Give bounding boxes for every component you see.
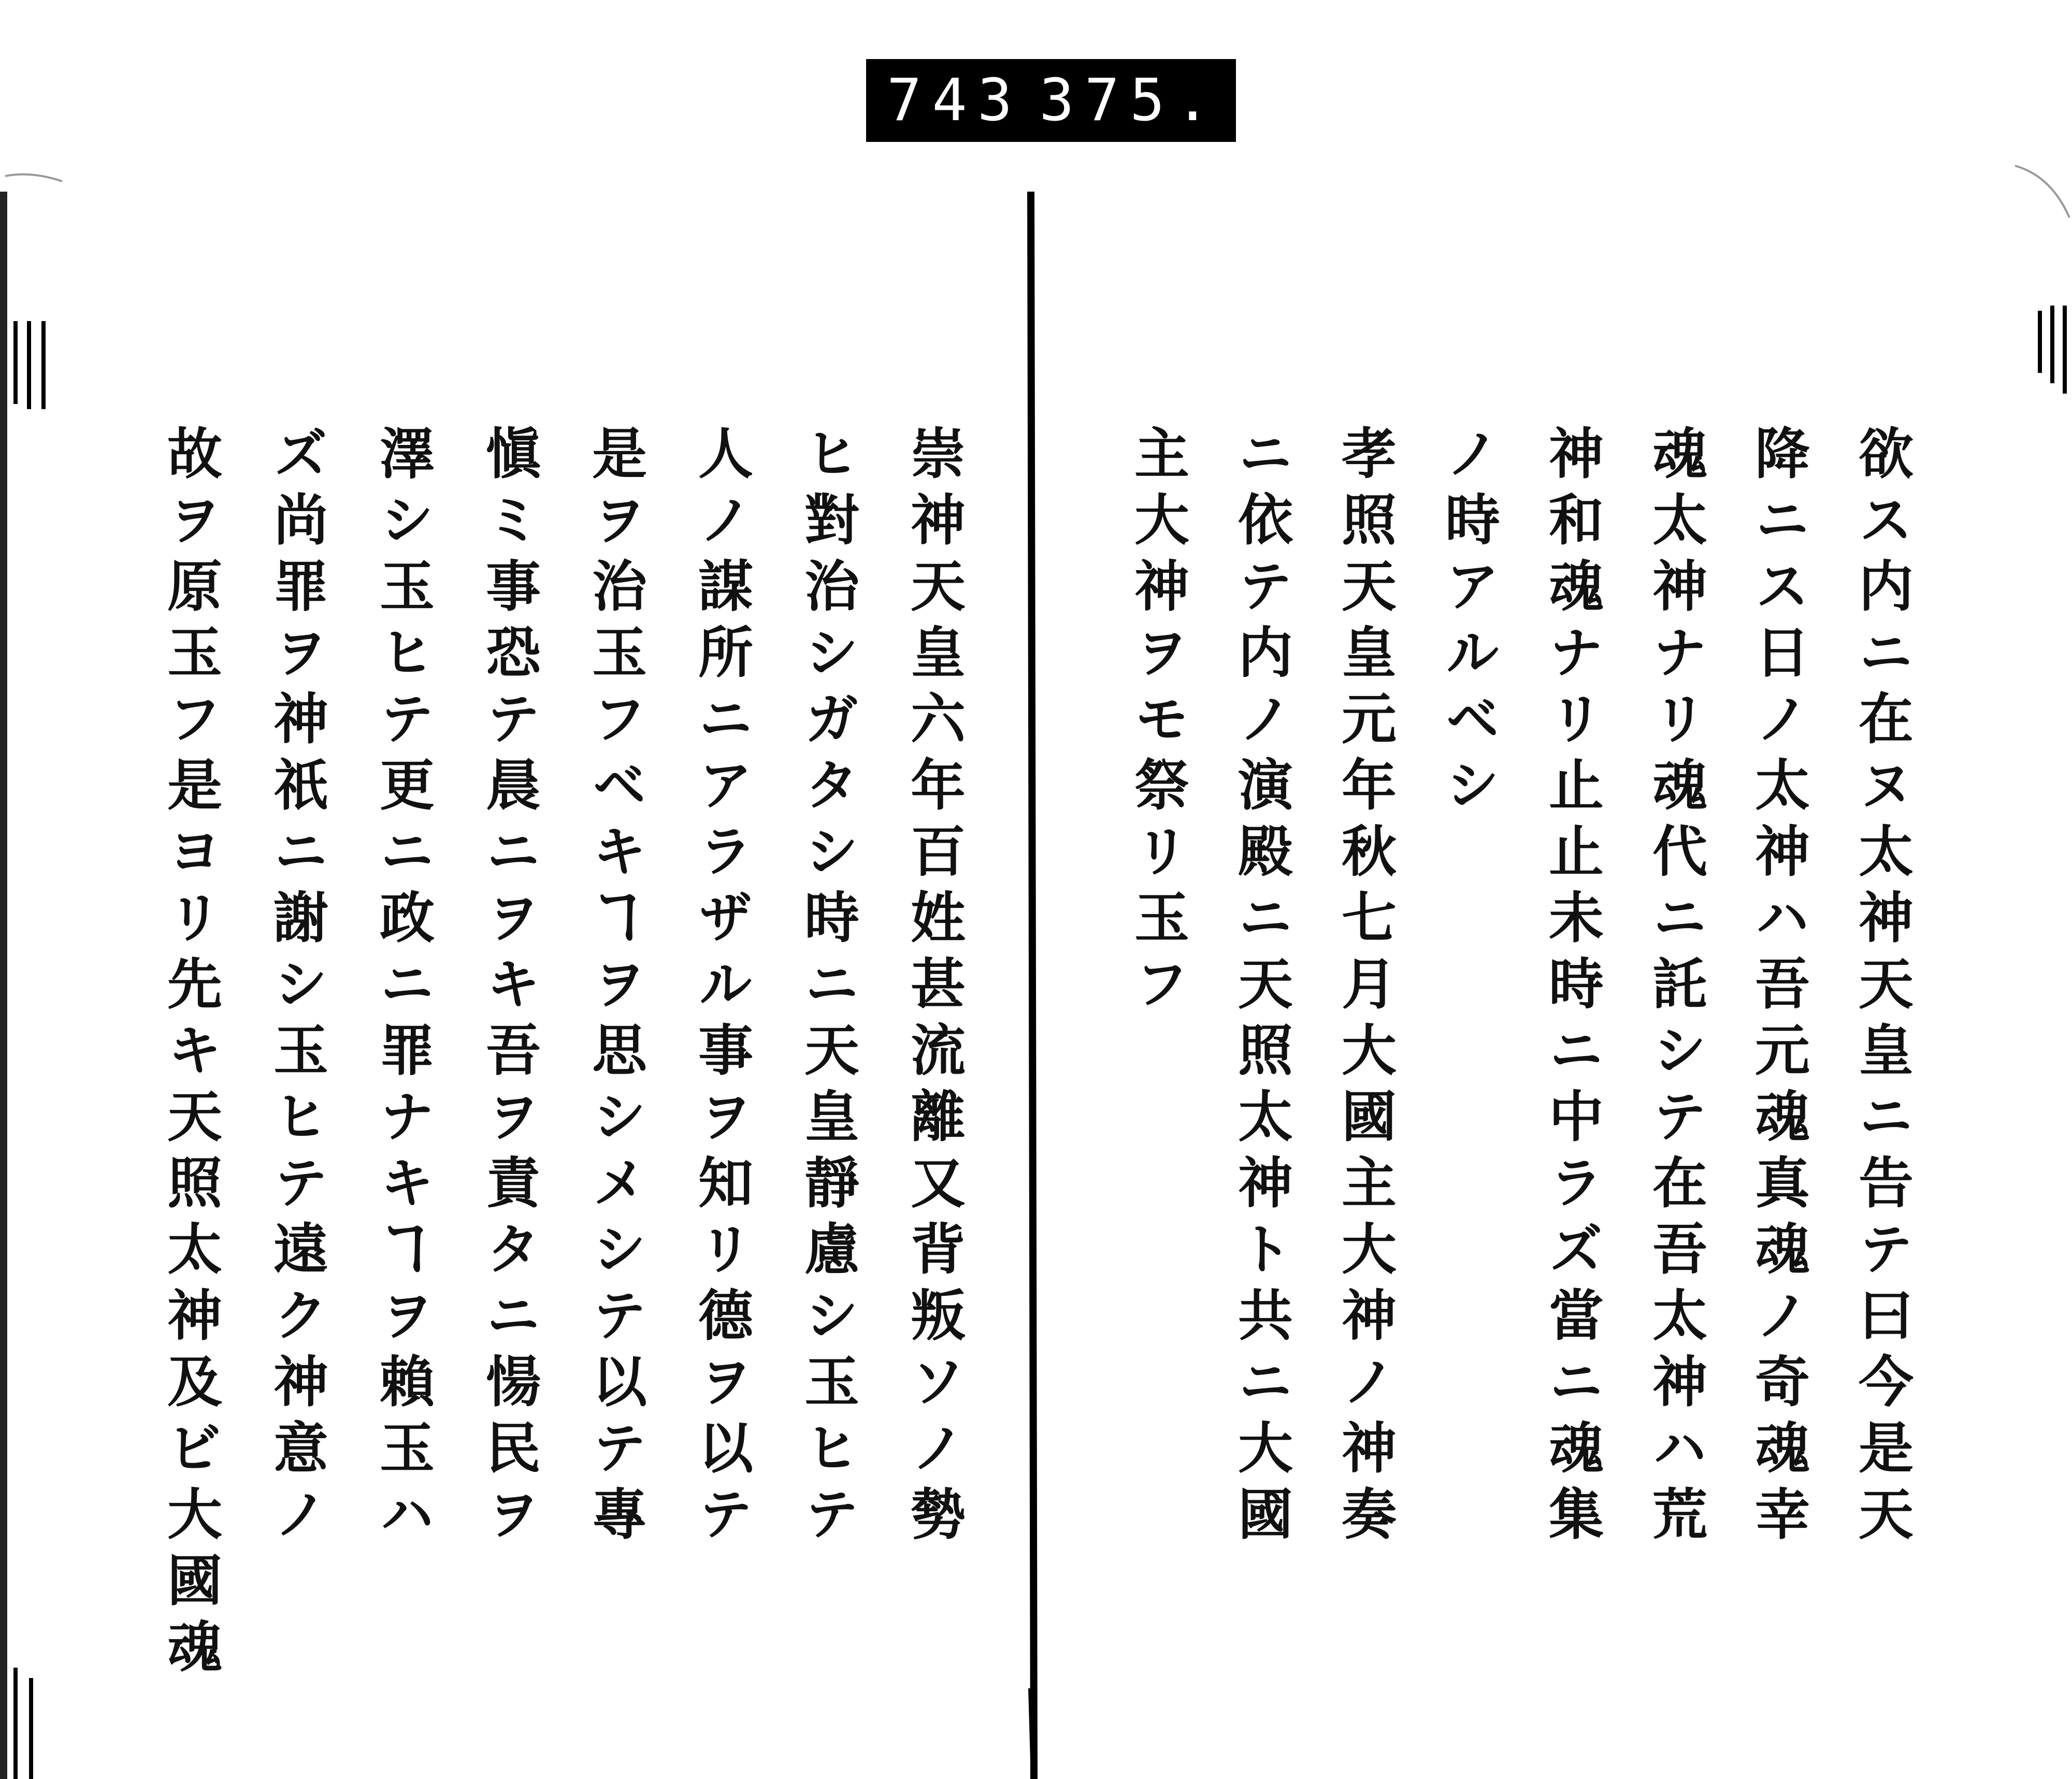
text-column: 主大神ヲモ祭リ玉フ bbox=[1126, 425, 1190, 1021]
text-column: 降ニス日ノ太神ハ吾元魂真魂ノ奇魂幸 bbox=[1746, 425, 1811, 1552]
folio-left-number: 743 bbox=[887, 67, 1023, 134]
folio-right-number: 375. bbox=[1039, 67, 1220, 134]
text-column: ニ依テ内ノ演殿ニ天照太神ト共ニ大國 bbox=[1229, 425, 1294, 1552]
text-column: 孝照天皇元年秋七月大國主大神ノ神奏 bbox=[1333, 425, 1398, 1552]
right-page bbox=[1103, 425, 1927, 1678]
right-edge-marks bbox=[2040, 306, 2065, 394]
text-column: 是ヲ治玉フベキヿヲ思シメシテ以テ專 bbox=[583, 425, 648, 1552]
left-page bbox=[150, 425, 1000, 1684]
text-column: ノ時アルベシ bbox=[1436, 425, 1501, 822]
text-column: 故ヲ原玉フ是ヨリ先キ天照太神及ビ大國魂 bbox=[159, 425, 223, 1684]
left-edge-marks bbox=[16, 321, 44, 1779]
right-page-edge-curve bbox=[2015, 166, 2069, 218]
left-edge-bar bbox=[0, 192, 7, 1779]
text-column: 崇神天皇六年百姓甚流離又背叛ソノ勢 bbox=[902, 425, 967, 1552]
text-column: 人ノ謀所ニアラザル事ヲ知リ德ヲ以テ bbox=[689, 425, 754, 1552]
binding-gutter-line bbox=[1031, 192, 1034, 1779]
text-column: ヒ對治シガタシ時ニ天皇靜慮シ玉ヒテ bbox=[796, 425, 860, 1552]
text-column: ズ尚罪ヲ神祇ニ謝シ玉ヒテ遠ク神意ノ bbox=[265, 425, 329, 1552]
text-column: 愼ミ事恐テ晨ニヲキ吾ヲ責タニ愓民ヲ bbox=[477, 425, 542, 1552]
text-column: 澤シ玉ヒテ更ニ政ニ罪ナキヿヲ賴玉ハ bbox=[371, 425, 436, 1552]
text-column: 欲ス内ニ在ヌ太神天皇ニ告テ曰今是天 bbox=[1850, 425, 1915, 1552]
left-page-edge-curve bbox=[5, 175, 62, 181]
text-column: 神和魂ナリ止止未時ニ中ラズ當ニ魂集 bbox=[1540, 425, 1605, 1552]
text-column: 魂太神ナリ魂代ニ託シテ在吾太神ハ荒 bbox=[1644, 425, 1708, 1552]
folio-number-plate bbox=[866, 59, 1236, 142]
